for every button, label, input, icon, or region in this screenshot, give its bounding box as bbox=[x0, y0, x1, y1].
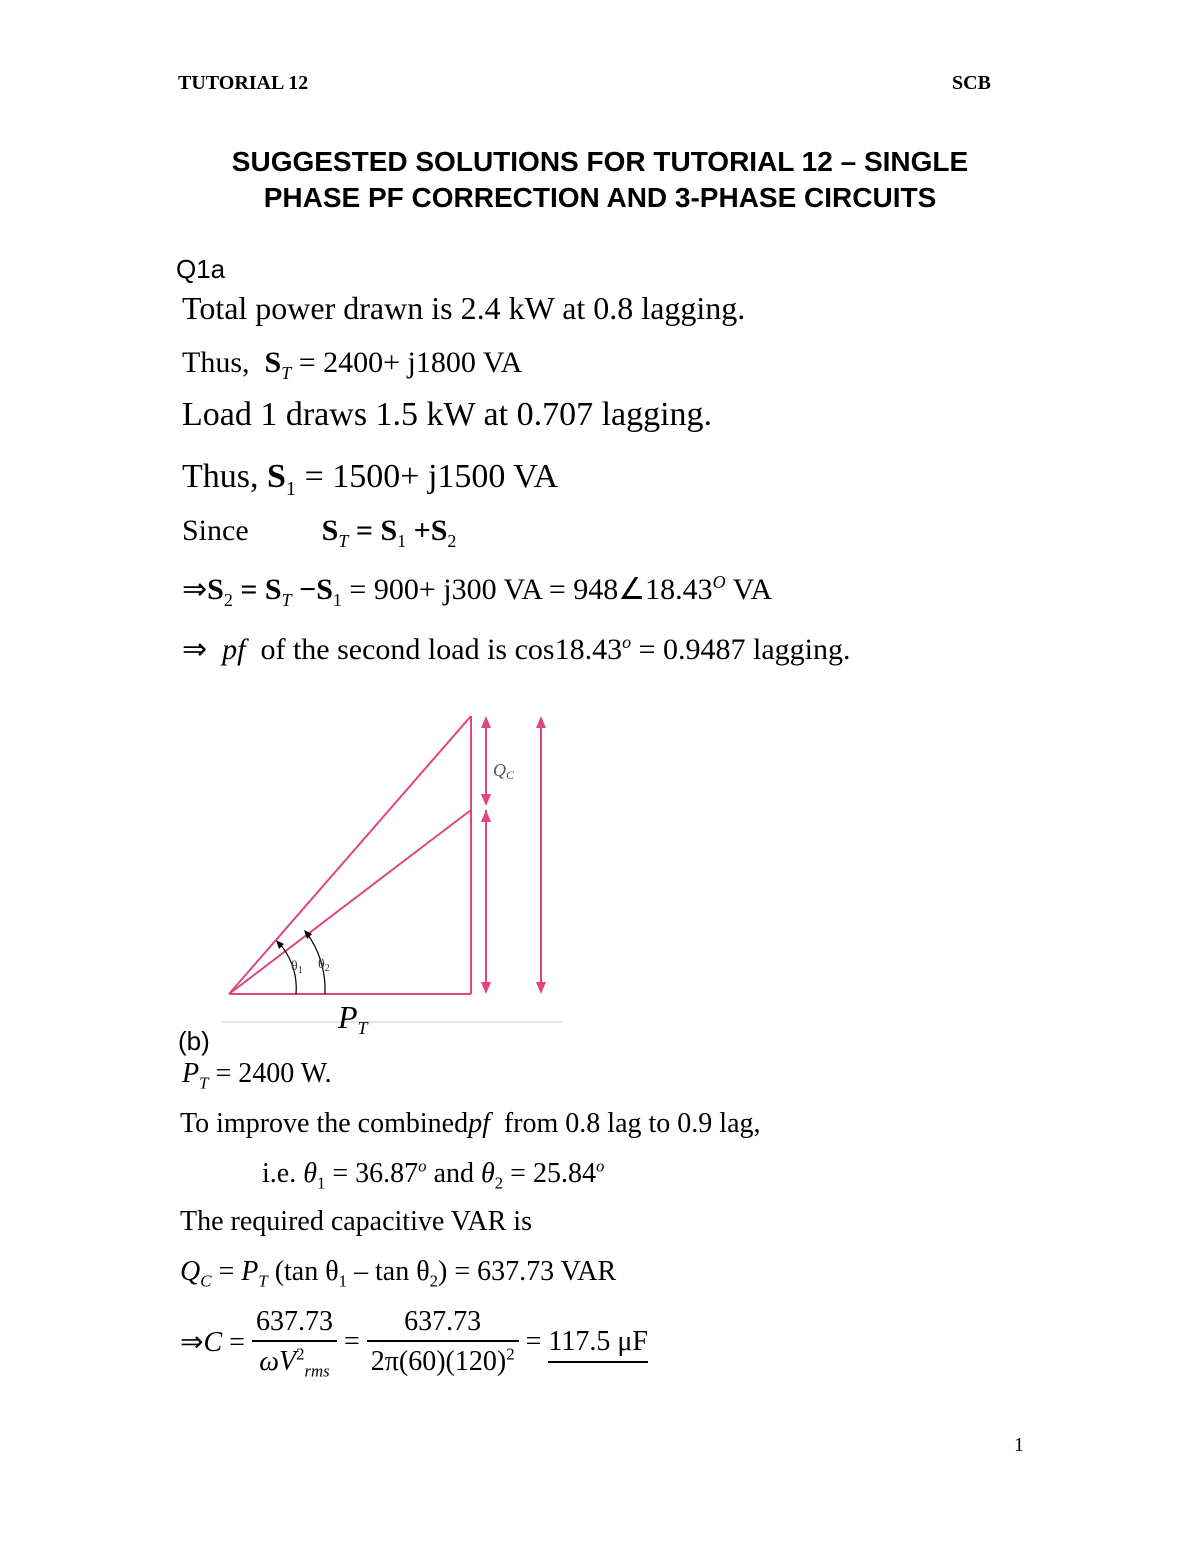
q1b-required-var: The required capacitive VAR is bbox=[180, 1206, 532, 1237]
s1-value: = 1500+ j1500 VA bbox=[304, 458, 559, 495]
st-value: = 2400+ j1800 VA bbox=[298, 346, 523, 379]
q1b-qc: $Q_C = P_T$ (tan $\theta_1 - \tan \theta_2) = 637.73$ VAR bbox=[180, 1256, 617, 1291]
label-theta1: $\theta_1$ bbox=[291, 959, 303, 976]
page-title-line2: PHASE PF CORRECTION AND 3-PHASE CIRCUITS bbox=[263, 182, 937, 213]
q1a-thus-st: Thus, $S_T = 2400+ j1800$ VA bbox=[182, 346, 523, 383]
page-title-line1: SUGGESTED SOLUTIONS FOR TUTORIAL 12 – SINGLE bbox=[231, 146, 969, 177]
q1a-since: Since $S_T = S_1 +S_2$ bbox=[182, 514, 457, 551]
q1a-load1: Load 1 draws 1.5 kW at 0.707 lagging. bbox=[182, 396, 713, 433]
q1a-total-power: Total power drawn is 2.4 kW at 0.8 lagging. bbox=[182, 290, 746, 326]
page-number: 1 bbox=[1014, 1434, 1024, 1456]
capacitance-result: 117.5 μF bbox=[548, 1326, 648, 1363]
q1a-s2: $\Rightarrow S_2 = S_T -S_1 = 900+ j300$ VA = $948\angle 18.43^O$ VA bbox=[182, 572, 773, 610]
q1a-thus-s1: Thus, $S_1 = 1500+ j1500$ VA bbox=[182, 458, 559, 500]
q1a-pf: ⇒ pf of the second load is cos18.43$^o$ = 0.9487 lagging. bbox=[182, 632, 851, 666]
thus-word: Thus, bbox=[182, 346, 250, 379]
header-left: TUTORIAL 12 bbox=[178, 72, 309, 94]
hypotenuse-original bbox=[229, 716, 471, 994]
label-qc: QC bbox=[493, 760, 515, 782]
s2-result: = 900+ j300 VA = 948∠18.43 bbox=[349, 573, 713, 606]
q1b-capacitance: ⇒C = $\frac{637.73}{\omega V^2_{rms}}$ = $\frac{637.73}{2\pi(60)(120)^2}$ = 117.5 μF bbox=[180, 1306, 648, 1381]
q1a-label: Q1a bbox=[176, 254, 226, 284]
label-theta2: $\theta_2$ bbox=[318, 957, 330, 974]
q1b-angles: i.e. $\theta_1 = 36.87^o$ and $\theta_2 = 25.84^o$ bbox=[262, 1156, 605, 1193]
label-pt: PT bbox=[338, 999, 368, 1038]
q1b-label: (b) bbox=[178, 1026, 210, 1056]
q1b-pt: $P_T = 2400$ W. bbox=[182, 1058, 332, 1093]
header-right: SCB bbox=[952, 72, 991, 94]
q1b-improve: To improve the combinedpf from 0.8 lag to 0.9 lag, bbox=[180, 1108, 761, 1139]
hypotenuse-corrected bbox=[229, 810, 471, 994]
